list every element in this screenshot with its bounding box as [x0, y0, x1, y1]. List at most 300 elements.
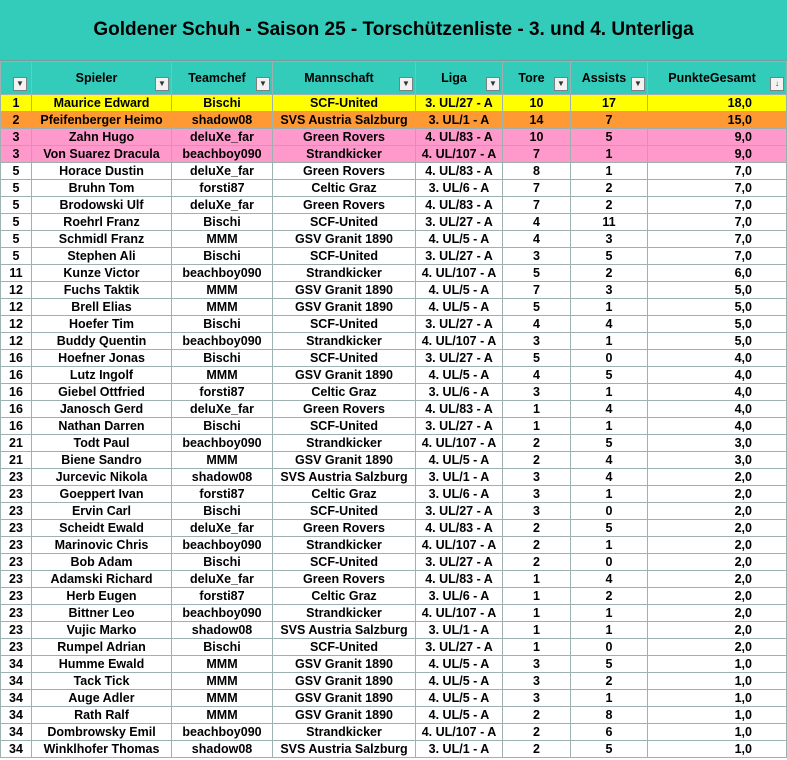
cell-rank[interactable]: 16	[1, 384, 32, 401]
cell-teamchef[interactable]: Bischi	[172, 554, 273, 571]
cell-liga[interactable]: 3. UL/27 - A	[416, 350, 503, 367]
cell-teamchef[interactable]: Bischi	[172, 248, 273, 265]
cell-teamchef[interactable]: MMM	[172, 282, 273, 299]
cell-assists[interactable]: 5	[571, 129, 648, 146]
cell-liga[interactable]: 4. UL/5 - A	[416, 690, 503, 707]
cell-assists[interactable]: 8	[571, 707, 648, 724]
table-row[interactable]	[1, 707, 787, 724]
cell-tore[interactable]: 3	[503, 673, 571, 690]
cell-teamchef[interactable]: beachboy090	[172, 435, 273, 452]
cell-spieler[interactable]: Tack Tick	[32, 673, 172, 690]
cell-spieler[interactable]: Todt Paul	[32, 435, 172, 452]
cell-liga[interactable]: 4. UL/83 - A	[416, 571, 503, 588]
column-header-tore[interactable]: Tore ▼	[503, 62, 571, 95]
cell-tore[interactable]: 5	[503, 265, 571, 282]
table-row[interactable]	[1, 248, 787, 265]
cell-assists[interactable]: 2	[571, 265, 648, 282]
cell-tore[interactable]: 7	[503, 180, 571, 197]
cell-teamchef[interactable]: shadow08	[172, 469, 273, 486]
cell-mannschaft[interactable]: Strandkicker	[273, 265, 416, 282]
cell-tore[interactable]: 2	[503, 520, 571, 537]
cell-spieler[interactable]: Stephen Ali	[32, 248, 172, 265]
cell-rank[interactable]: 5	[1, 163, 32, 180]
cell-mannschaft[interactable]: SCF-United	[273, 350, 416, 367]
cell-punkte[interactable]: 7,0	[648, 163, 787, 180]
cell-liga[interactable]: 3. UL/27 - A	[416, 95, 503, 112]
cell-teamchef[interactable]: shadow08	[172, 741, 273, 758]
cell-rank[interactable]: 16	[1, 367, 32, 384]
cell-rank[interactable]: 23	[1, 486, 32, 503]
cell-rank[interactable]: 16	[1, 350, 32, 367]
cell-punkte[interactable]: 1,0	[648, 673, 787, 690]
filter-dropdown-icon[interactable]: ▼	[256, 77, 270, 91]
cell-rank[interactable]: 23	[1, 588, 32, 605]
cell-liga[interactable]: 3. UL/6 - A	[416, 180, 503, 197]
cell-mannschaft[interactable]: SCF-United	[273, 554, 416, 571]
cell-spieler[interactable]: Goeppert Ivan	[32, 486, 172, 503]
cell-assists[interactable]: 1	[571, 384, 648, 401]
cell-liga[interactable]: 4. UL/5 - A	[416, 282, 503, 299]
cell-assists[interactable]: 5	[571, 248, 648, 265]
cell-rank[interactable]: 12	[1, 333, 32, 350]
cell-spieler[interactable]: Herb Eugen	[32, 588, 172, 605]
table-row[interactable]	[1, 520, 787, 537]
column-header-punktegesamt[interactable]: PunkteGesamt ↓	[648, 62, 787, 95]
cell-mannschaft[interactable]: GSV Granit 1890	[273, 656, 416, 673]
cell-liga[interactable]: 4. UL/5 - A	[416, 452, 503, 469]
cell-tore[interactable]: 2	[503, 452, 571, 469]
cell-punkte[interactable]: 6,0	[648, 265, 787, 282]
cell-rank[interactable]: 5	[1, 248, 32, 265]
cell-teamchef[interactable]: beachboy090	[172, 333, 273, 350]
table-row[interactable]	[1, 333, 787, 350]
cell-rank[interactable]: 5	[1, 231, 32, 248]
cell-spieler[interactable]: Vujic Marko	[32, 622, 172, 639]
cell-assists[interactable]: 4	[571, 469, 648, 486]
cell-rank[interactable]: 23	[1, 469, 32, 486]
table-row[interactable]	[1, 95, 787, 112]
cell-teamchef[interactable]: shadow08	[172, 622, 273, 639]
column-header-assists[interactable]: Assists ▼	[571, 62, 648, 95]
cell-rank[interactable]: 34	[1, 690, 32, 707]
cell-tore[interactable]: 2	[503, 707, 571, 724]
cell-assists[interactable]: 1	[571, 146, 648, 163]
cell-teamchef[interactable]: deluXe_far	[172, 520, 273, 537]
filter-dropdown-icon[interactable]: ▼	[155, 77, 169, 91]
cell-rank[interactable]: 12	[1, 282, 32, 299]
table-row[interactable]	[1, 163, 787, 180]
cell-assists[interactable]: 1	[571, 163, 648, 180]
cell-teamchef[interactable]: MMM	[172, 367, 273, 384]
cell-spieler[interactable]: Hoefner Jonas	[32, 350, 172, 367]
table-row[interactable]	[1, 282, 787, 299]
table-row[interactable]	[1, 299, 787, 316]
cell-spieler[interactable]: Janosch Gerd	[32, 401, 172, 418]
cell-rank[interactable]: 5	[1, 214, 32, 231]
cell-liga[interactable]: 4. UL/5 - A	[416, 656, 503, 673]
cell-spieler[interactable]: Rumpel Adrian	[32, 639, 172, 656]
cell-liga[interactable]: 4. UL/107 - A	[416, 146, 503, 163]
cell-punkte[interactable]: 1,0	[648, 724, 787, 741]
cell-punkte[interactable]: 4,0	[648, 418, 787, 435]
cell-teamchef[interactable]: MMM	[172, 690, 273, 707]
cell-assists[interactable]: 0	[571, 503, 648, 520]
cell-spieler[interactable]: Bittner Leo	[32, 605, 172, 622]
cell-punkte[interactable]: 7,0	[648, 231, 787, 248]
cell-mannschaft[interactable]: Strandkicker	[273, 333, 416, 350]
cell-assists[interactable]: 1	[571, 537, 648, 554]
cell-punkte[interactable]: 1,0	[648, 690, 787, 707]
cell-liga[interactable]: 4. UL/5 - A	[416, 231, 503, 248]
cell-teamchef[interactable]: beachboy090	[172, 724, 273, 741]
cell-mannschaft[interactable]: Strandkicker	[273, 537, 416, 554]
cell-tore[interactable]: 4	[503, 231, 571, 248]
cell-assists[interactable]: 5	[571, 656, 648, 673]
cell-mannschaft[interactable]: SVS Austria Salzburg	[273, 112, 416, 129]
cell-liga[interactable]: 4. UL/5 - A	[416, 673, 503, 690]
cell-assists[interactable]: 4	[571, 452, 648, 469]
cell-punkte[interactable]: 5,0	[648, 333, 787, 350]
cell-assists[interactable]: 6	[571, 724, 648, 741]
cell-punkte[interactable]: 2,0	[648, 503, 787, 520]
table-row[interactable]	[1, 554, 787, 571]
cell-spieler[interactable]: Brodowski Ulf	[32, 197, 172, 214]
filter-dropdown-icon[interactable]: ▼	[486, 77, 500, 91]
cell-rank[interactable]: 23	[1, 622, 32, 639]
table-row[interactable]	[1, 639, 787, 656]
cell-teamchef[interactable]: beachboy090	[172, 537, 273, 554]
cell-rank[interactable]: 16	[1, 418, 32, 435]
cell-assists[interactable]: 5	[571, 435, 648, 452]
cell-spieler[interactable]: Brell Elias	[32, 299, 172, 316]
cell-spieler[interactable]: Giebel Ottfried	[32, 384, 172, 401]
cell-tore[interactable]: 3	[503, 469, 571, 486]
cell-assists[interactable]: 5	[571, 520, 648, 537]
cell-spieler[interactable]: Buddy Quentin	[32, 333, 172, 350]
cell-mannschaft[interactable]: GSV Granit 1890	[273, 452, 416, 469]
cell-mannschaft[interactable]: Celtic Graz	[273, 384, 416, 401]
cell-mannschaft[interactable]: Celtic Graz	[273, 486, 416, 503]
cell-punkte[interactable]: 2,0	[648, 469, 787, 486]
cell-liga[interactable]: 3. UL/1 - A	[416, 469, 503, 486]
cell-tore[interactable]: 1	[503, 588, 571, 605]
cell-liga[interactable]: 3. UL/27 - A	[416, 214, 503, 231]
cell-spieler[interactable]: Auge Adler	[32, 690, 172, 707]
filter-dropdown-icon[interactable]: ▼	[554, 77, 568, 91]
cell-rank[interactable]: 5	[1, 180, 32, 197]
cell-spieler[interactable]: Bruhn Tom	[32, 180, 172, 197]
cell-teamchef[interactable]: MMM	[172, 673, 273, 690]
cell-assists[interactable]: 2	[571, 673, 648, 690]
cell-punkte[interactable]: 7,0	[648, 248, 787, 265]
cell-tore[interactable]: 5	[503, 299, 571, 316]
table-row[interactable]	[1, 452, 787, 469]
cell-rank[interactable]: 23	[1, 520, 32, 537]
cell-tore[interactable]: 1	[503, 605, 571, 622]
cell-tore[interactable]: 4	[503, 214, 571, 231]
table-row[interactable]	[1, 469, 787, 486]
table-row[interactable]	[1, 384, 787, 401]
cell-liga[interactable]: 4. UL/107 - A	[416, 724, 503, 741]
cell-liga[interactable]: 3. UL/27 - A	[416, 316, 503, 333]
cell-liga[interactable]: 4. UL/83 - A	[416, 197, 503, 214]
cell-punkte[interactable]: 4,0	[648, 384, 787, 401]
cell-tore[interactable]: 4	[503, 367, 571, 384]
cell-liga[interactable]: 4. UL/83 - A	[416, 401, 503, 418]
cell-punkte[interactable]: 3,0	[648, 435, 787, 452]
cell-rank[interactable]: 23	[1, 554, 32, 571]
cell-assists[interactable]: 0	[571, 350, 648, 367]
cell-assists[interactable]: 1	[571, 299, 648, 316]
cell-teamchef[interactable]: deluXe_far	[172, 163, 273, 180]
cell-mannschaft[interactable]: Celtic Graz	[273, 588, 416, 605]
cell-spieler[interactable]: Adamski Richard	[32, 571, 172, 588]
cell-assists[interactable]: 1	[571, 486, 648, 503]
cell-mannschaft[interactable]: SCF-United	[273, 248, 416, 265]
cell-tore[interactable]: 3	[503, 503, 571, 520]
cell-teamchef[interactable]: MMM	[172, 231, 273, 248]
cell-mannschaft[interactable]: SVS Austria Salzburg	[273, 469, 416, 486]
cell-mannschaft[interactable]: SCF-United	[273, 418, 416, 435]
cell-punkte[interactable]: 5,0	[648, 316, 787, 333]
cell-liga[interactable]: 4. UL/83 - A	[416, 129, 503, 146]
cell-liga[interactable]: 3. UL/6 - A	[416, 486, 503, 503]
cell-punkte[interactable]: 9,0	[648, 146, 787, 163]
cell-mannschaft[interactable]: Green Rovers	[273, 163, 416, 180]
table-row[interactable]	[1, 350, 787, 367]
cell-rank[interactable]: 12	[1, 299, 32, 316]
cell-assists[interactable]: 1	[571, 622, 648, 639]
cell-liga[interactable]: 4. UL/107 - A	[416, 537, 503, 554]
cell-teamchef[interactable]: forsti87	[172, 486, 273, 503]
cell-mannschaft[interactable]: SCF-United	[273, 95, 416, 112]
cell-teamchef[interactable]: beachboy090	[172, 146, 273, 163]
cell-tore[interactable]: 1	[503, 639, 571, 656]
cell-liga[interactable]: 3. UL/1 - A	[416, 622, 503, 639]
cell-tore[interactable]: 3	[503, 384, 571, 401]
cell-assists[interactable]: 2	[571, 180, 648, 197]
cell-assists[interactable]: 0	[571, 554, 648, 571]
table-row[interactable]	[1, 673, 787, 690]
cell-liga[interactable]: 4. UL/107 - A	[416, 333, 503, 350]
cell-assists[interactable]: 2	[571, 197, 648, 214]
cell-rank[interactable]: 1	[1, 95, 32, 112]
cell-teamchef[interactable]: beachboy090	[172, 265, 273, 282]
cell-punkte[interactable]: 5,0	[648, 299, 787, 316]
cell-liga[interactable]: 3. UL/27 - A	[416, 554, 503, 571]
cell-liga[interactable]: 3. UL/6 - A	[416, 588, 503, 605]
cell-teamchef[interactable]: MMM	[172, 299, 273, 316]
cell-mannschaft[interactable]: Strandkicker	[273, 435, 416, 452]
cell-punkte[interactable]: 7,0	[648, 214, 787, 231]
cell-liga[interactable]: 4. UL/5 - A	[416, 299, 503, 316]
cell-punkte[interactable]: 1,0	[648, 656, 787, 673]
cell-mannschaft[interactable]: GSV Granit 1890	[273, 299, 416, 316]
table-row[interactable]	[1, 367, 787, 384]
cell-punkte[interactable]: 15,0	[648, 112, 787, 129]
cell-rank[interactable]: 34	[1, 741, 32, 758]
cell-spieler[interactable]: Ervin Carl	[32, 503, 172, 520]
cell-liga[interactable]: 4. UL/107 - A	[416, 265, 503, 282]
cell-assists[interactable]: 1	[571, 333, 648, 350]
table-row[interactable]	[1, 724, 787, 741]
cell-mannschaft[interactable]: GSV Granit 1890	[273, 231, 416, 248]
cell-rank[interactable]: 34	[1, 673, 32, 690]
cell-rank[interactable]: 23	[1, 605, 32, 622]
table-row[interactable]	[1, 316, 787, 333]
cell-liga[interactable]: 3. UL/27 - A	[416, 418, 503, 435]
filter-dropdown-icon[interactable]: ▼	[631, 77, 645, 91]
cell-liga[interactable]: 3. UL/1 - A	[416, 112, 503, 129]
cell-assists[interactable]: 4	[571, 571, 648, 588]
cell-spieler[interactable]: Zahn Hugo	[32, 129, 172, 146]
cell-mannschaft[interactable]: Strandkicker	[273, 724, 416, 741]
cell-spieler[interactable]: Kunze Victor	[32, 265, 172, 282]
cell-rank[interactable]: 12	[1, 316, 32, 333]
cell-punkte[interactable]: 9,0	[648, 129, 787, 146]
cell-spieler[interactable]: Lutz Ingolf	[32, 367, 172, 384]
cell-tore[interactable]: 1	[503, 418, 571, 435]
cell-punkte[interactable]: 4,0	[648, 367, 787, 384]
cell-punkte[interactable]: 3,0	[648, 452, 787, 469]
table-row[interactable]	[1, 418, 787, 435]
cell-spieler[interactable]: Marinovic Chris	[32, 537, 172, 554]
cell-mannschaft[interactable]: Strandkicker	[273, 146, 416, 163]
cell-rank[interactable]: 21	[1, 452, 32, 469]
cell-rank[interactable]: 11	[1, 265, 32, 282]
cell-mannschaft[interactable]: Green Rovers	[273, 401, 416, 418]
cell-liga[interactable]: 4. UL/107 - A	[416, 435, 503, 452]
cell-spieler[interactable]: Pfeifenberger Heimo	[32, 112, 172, 129]
cell-tore[interactable]: 7	[503, 197, 571, 214]
cell-rank[interactable]: 21	[1, 435, 32, 452]
cell-assists[interactable]: 1	[571, 418, 648, 435]
table-row[interactable]	[1, 231, 787, 248]
cell-mannschaft[interactable]: GSV Granit 1890	[273, 673, 416, 690]
cell-teamchef[interactable]: shadow08	[172, 112, 273, 129]
cell-liga[interactable]: 3. UL/27 - A	[416, 639, 503, 656]
cell-rank[interactable]: 3	[1, 146, 32, 163]
cell-assists[interactable]: 1	[571, 605, 648, 622]
cell-tore[interactable]: 3	[503, 333, 571, 350]
cell-spieler[interactable]: Winklhofer Thomas	[32, 741, 172, 758]
cell-spieler[interactable]: Fuchs Taktik	[32, 282, 172, 299]
table-row[interactable]	[1, 214, 787, 231]
cell-liga[interactable]: 3. UL/6 - A	[416, 384, 503, 401]
cell-assists[interactable]: 2	[571, 588, 648, 605]
cell-assists[interactable]: 4	[571, 401, 648, 418]
cell-liga[interactable]: 4. UL/107 - A	[416, 605, 503, 622]
cell-punkte[interactable]: 7,0	[648, 180, 787, 197]
cell-assists[interactable]: 4	[571, 316, 648, 333]
cell-spieler[interactable]: Bob Adam	[32, 554, 172, 571]
cell-punkte[interactable]: 2,0	[648, 605, 787, 622]
rank-header[interactable]	[1, 62, 32, 95]
cell-punkte[interactable]: 2,0	[648, 571, 787, 588]
cell-liga[interactable]: 3. UL/1 - A	[416, 741, 503, 758]
cell-rank[interactable]: 23	[1, 571, 32, 588]
column-header-mannschaft[interactable]: Mannschaft ▼	[273, 62, 416, 95]
table-row[interactable]	[1, 265, 787, 282]
cell-tore[interactable]: 2	[503, 554, 571, 571]
table-row[interactable]	[1, 146, 787, 163]
cell-mannschaft[interactable]: SCF-United	[273, 214, 416, 231]
cell-rank[interactable]: 16	[1, 401, 32, 418]
cell-tore[interactable]: 10	[503, 95, 571, 112]
sort-descending-icon[interactable]: ↓	[770, 77, 784, 91]
cell-liga[interactable]: 4. UL/83 - A	[416, 520, 503, 537]
cell-rank[interactable]: 23	[1, 639, 32, 656]
cell-spieler[interactable]: Horace Dustin	[32, 163, 172, 180]
cell-tore[interactable]: 5	[503, 350, 571, 367]
table-row[interactable]	[1, 197, 787, 214]
cell-teamchef[interactable]: Bischi	[172, 418, 273, 435]
cell-rank[interactable]: 34	[1, 707, 32, 724]
table-row[interactable]	[1, 588, 787, 605]
table-row[interactable]	[1, 435, 787, 452]
cell-mannschaft[interactable]: GSV Granit 1890	[273, 707, 416, 724]
cell-teamchef[interactable]: MMM	[172, 452, 273, 469]
table-row[interactable]	[1, 486, 787, 503]
cell-assists[interactable]: 3	[571, 282, 648, 299]
cell-punkte[interactable]: 2,0	[648, 554, 787, 571]
cell-teamchef[interactable]: deluXe_far	[172, 197, 273, 214]
cell-rank[interactable]: 23	[1, 503, 32, 520]
cell-assists[interactable]: 7	[571, 112, 648, 129]
cell-mannschaft[interactable]: Celtic Graz	[273, 180, 416, 197]
cell-spieler[interactable]: Von Suarez Dracula	[32, 146, 172, 163]
cell-spieler[interactable]: Maurice Edward	[32, 95, 172, 112]
cell-spieler[interactable]: Scheidt Ewald	[32, 520, 172, 537]
table-row[interactable]	[1, 622, 787, 639]
cell-spieler[interactable]: Dombrowsky Emil	[32, 724, 172, 741]
cell-spieler[interactable]: Schmidl Franz	[32, 231, 172, 248]
cell-assists[interactable]: 17	[571, 95, 648, 112]
cell-assists[interactable]: 5	[571, 367, 648, 384]
cell-teamchef[interactable]: Bischi	[172, 639, 273, 656]
table-row[interactable]	[1, 605, 787, 622]
cell-spieler[interactable]: Nathan Darren	[32, 418, 172, 435]
cell-teamchef[interactable]: MMM	[172, 656, 273, 673]
cell-liga[interactable]: 3. UL/27 - A	[416, 503, 503, 520]
table-row[interactable]	[1, 656, 787, 673]
cell-teamchef[interactable]: forsti87	[172, 384, 273, 401]
cell-tore[interactable]: 10	[503, 129, 571, 146]
cell-teamchef[interactable]: beachboy090	[172, 605, 273, 622]
cell-assists[interactable]: 11	[571, 214, 648, 231]
cell-tore[interactable]: 2	[503, 435, 571, 452]
cell-rank[interactable]: 2	[1, 112, 32, 129]
cell-teamchef[interactable]: deluXe_far	[172, 401, 273, 418]
cell-teamchef[interactable]: Bischi	[172, 316, 273, 333]
cell-rank[interactable]: 3	[1, 129, 32, 146]
cell-teamchef[interactable]: forsti87	[172, 180, 273, 197]
cell-mannschaft[interactable]: SVS Austria Salzburg	[273, 622, 416, 639]
table-row[interactable]	[1, 129, 787, 146]
cell-liga[interactable]: 4. UL/83 - A	[416, 163, 503, 180]
cell-liga[interactable]: 4. UL/5 - A	[416, 367, 503, 384]
cell-teamchef[interactable]: deluXe_far	[172, 129, 273, 146]
table-row[interactable]	[1, 741, 787, 758]
column-header-liga[interactable]: Liga ▼	[416, 62, 503, 95]
cell-mannschaft[interactable]: SCF-United	[273, 316, 416, 333]
filter-dropdown-icon[interactable]: ▼	[399, 77, 413, 91]
cell-tore[interactable]: 14	[503, 112, 571, 129]
cell-mannschaft[interactable]: GSV Granit 1890	[273, 367, 416, 384]
cell-spieler[interactable]: Roehrl Franz	[32, 214, 172, 231]
cell-tore[interactable]: 3	[503, 248, 571, 265]
cell-tore[interactable]: 8	[503, 163, 571, 180]
